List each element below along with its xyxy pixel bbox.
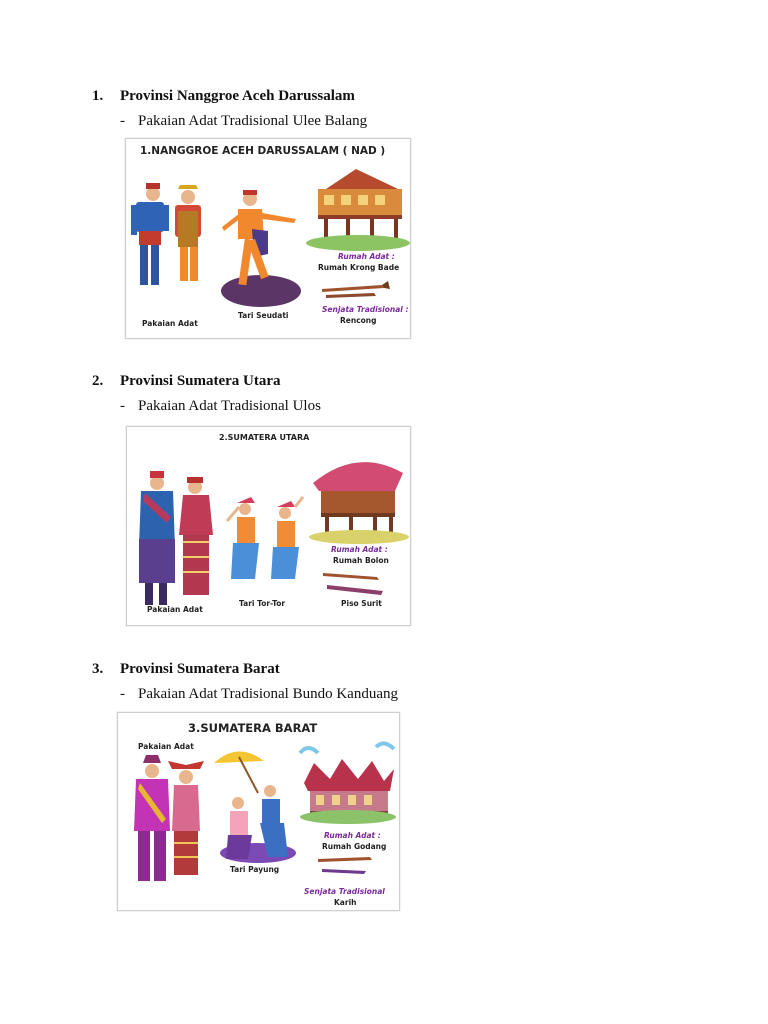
province-name: Provinsi Nanggroe Aceh Darussalam <box>120 88 355 104</box>
costume-name: Pakaian Adat Tradisional Bundo Kanduang <box>138 686 398 702</box>
senjata-heading: Senjata Tradisional : <box>322 305 409 314</box>
woman-figure <box>175 185 201 281</box>
card-title: 1.NANGGROE ACEH DARUSSALAM ( NAD ) <box>140 145 386 157</box>
province-name: Provinsi Sumatera Utara <box>120 373 281 389</box>
section-number: 3. <box>92 661 104 677</box>
costume-line <box>120 686 398 703</box>
costume-name: Pakaian Adat Tradisional Ulos <box>138 398 321 414</box>
dancers-figure <box>227 497 303 579</box>
dance-label: Tari Tor-Tor <box>239 599 286 608</box>
woman-figure <box>168 761 204 875</box>
costume-name: Pakaian Adat Tradisional Ulee Balang <box>138 113 368 129</box>
bullet-dash: - <box>120 686 125 702</box>
section-heading <box>92 373 281 390</box>
senjata-heading: Senjata Tradisional <box>304 887 385 896</box>
dancer-figure <box>221 190 301 307</box>
dance-label: Tari Seudati <box>238 311 289 320</box>
rumah-heading: Rumah Adat : <box>331 545 388 554</box>
section-number: 2. <box>92 373 104 389</box>
rencong-weapon <box>322 281 390 298</box>
pakaian-label: Pakaian Adat <box>142 319 198 328</box>
bullet-dash: - <box>120 398 125 414</box>
senjata-name: Karih <box>334 898 357 907</box>
house-figure <box>300 743 396 824</box>
section-heading <box>92 88 355 105</box>
senjata-name: Rencong <box>340 316 377 325</box>
dance-label: Tari Payung <box>230 865 280 874</box>
card-title: 3.SUMATERA BARAT <box>188 721 318 735</box>
bullet-dash: - <box>120 113 125 129</box>
man-figure <box>134 755 170 881</box>
costume-line <box>120 398 321 415</box>
house-figure <box>309 462 409 544</box>
senjata-name: Piso Surit <box>341 599 382 608</box>
payung-dancers-figure <box>214 751 296 863</box>
costume-line <box>120 113 367 130</box>
rumah-heading: Rumah Adat : <box>338 252 395 261</box>
man-figure <box>139 471 175 605</box>
pakaian-label: Pakaian Adat <box>147 605 203 614</box>
house-figure <box>306 169 410 251</box>
karih-weapon <box>318 857 372 874</box>
section-heading <box>92 661 280 678</box>
rumah-name: Rumah Godang <box>322 842 387 851</box>
rumah-name: Rumah Krong Bade <box>318 263 400 272</box>
section-number: 1. <box>92 88 104 104</box>
illustration-card-aceh <box>125 138 411 339</box>
rumah-name: Rumah Bolon <box>333 556 389 565</box>
illustration-card-sumatera-barat <box>117 712 400 911</box>
card-title: 2.SUMATERA UTARA <box>219 433 310 442</box>
province-name: Provinsi Sumatera Barat <box>120 661 280 677</box>
piso-surit-weapon <box>323 573 383 595</box>
man-figure <box>131 183 169 285</box>
illustration-card-sumatera-utara <box>126 426 411 626</box>
pakaian-label: Pakaian Adat <box>138 742 194 751</box>
rumah-heading: Rumah Adat : <box>324 831 381 840</box>
woman-figure <box>179 477 213 595</box>
sumut-illustration <box>127 427 410 625</box>
